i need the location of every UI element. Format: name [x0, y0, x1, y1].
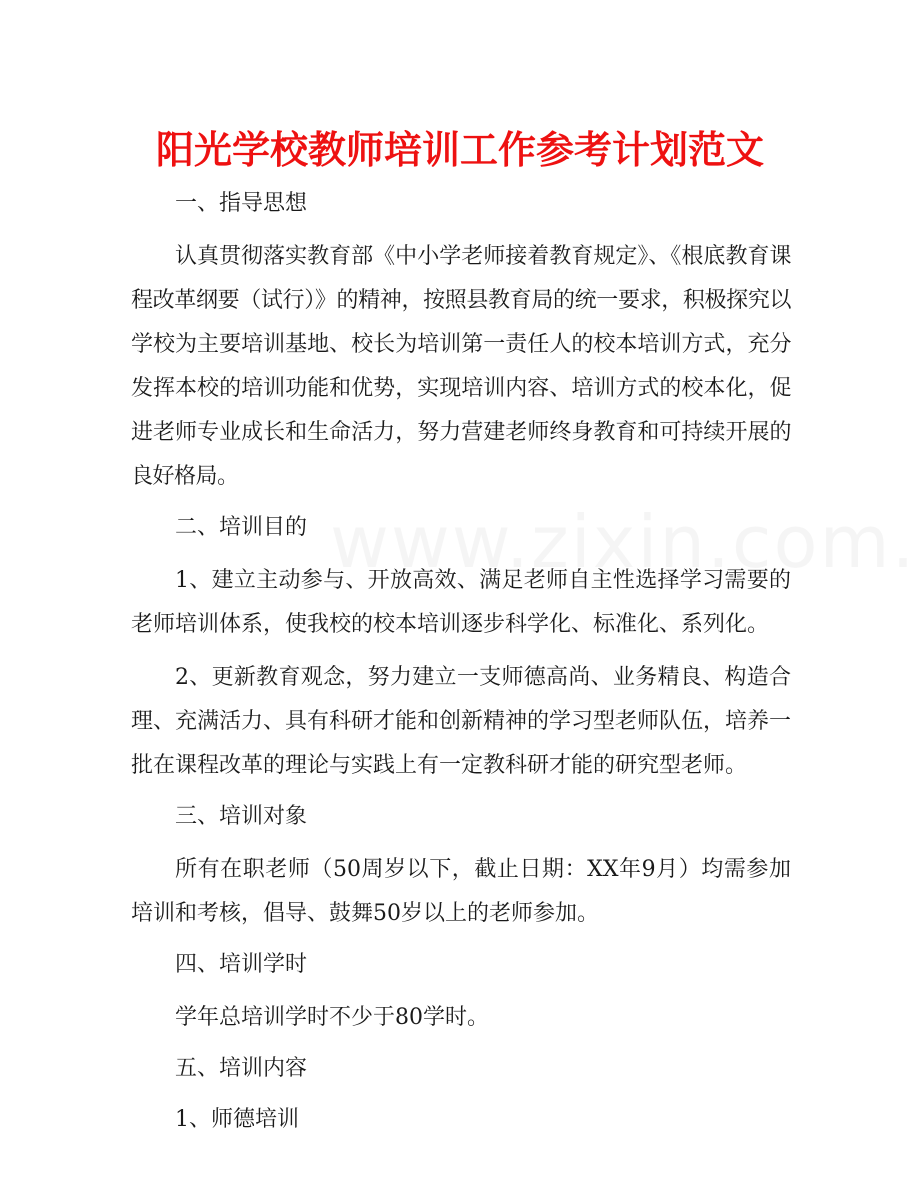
section-heading-training-hours: 四、培训学时 — [175, 952, 308, 977]
document-body — [131, 184, 791, 1151]
paragraph-purpose-2: 2、更新教育观念，努力建立一支师德高尚、业务精良、构造合理、充满活力、具有科研才能和创新精神的学习型老师队伍，培养一批在课程改革的理论与实践上有一定教科研才能的研究型老师。 — [131, 665, 792, 778]
section-heading-training-purpose: 二、培训目的 — [175, 515, 308, 540]
paragraph-purpose-1: 1、建立主动参与、开放高效、满足老师自主性选择学习需要的老师培训体系，使我校的校本培训逐步科学化、标准化、系列化。 — [131, 568, 791, 637]
subheading-ethics-training: 1、师德培训 — [175, 1107, 299, 1132]
document-title: 阳光学校教师培训工作参考计划范文 — [155, 128, 764, 172]
paragraph-training-target: 所有在职老师（50周岁以下，截止日期：XX年9月）均需参加培训和考核，倡导、鼓舞50岁以上的老师参加。 — [131, 857, 791, 926]
section-heading-training-target: 三、培训对象 — [175, 804, 308, 829]
section-heading-training-content: 五、培训内容 — [175, 1056, 308, 1081]
paragraph-guiding-ideology: 认真贯彻落实教育部《中小学老师接着教育规定》、《根底教育课程改革纲要（试行）》的精神，按照县教育局的统一要求，积极探究以学校为主要培训基地、校长为培训第一责任人的校本培训方式，充分发挥本校的培训功能和优势，实现培训内容、培训方式的校本化，促进老师专业成长和生命活力，努力营建老师终身教育和可持续开展的良好格局。 — [131, 244, 791, 489]
paragraph-training-hours: 学年总培训学时不少于80学时。 — [175, 1005, 489, 1030]
section-heading-guiding-ideology: 一、指导思想 — [175, 191, 308, 216]
